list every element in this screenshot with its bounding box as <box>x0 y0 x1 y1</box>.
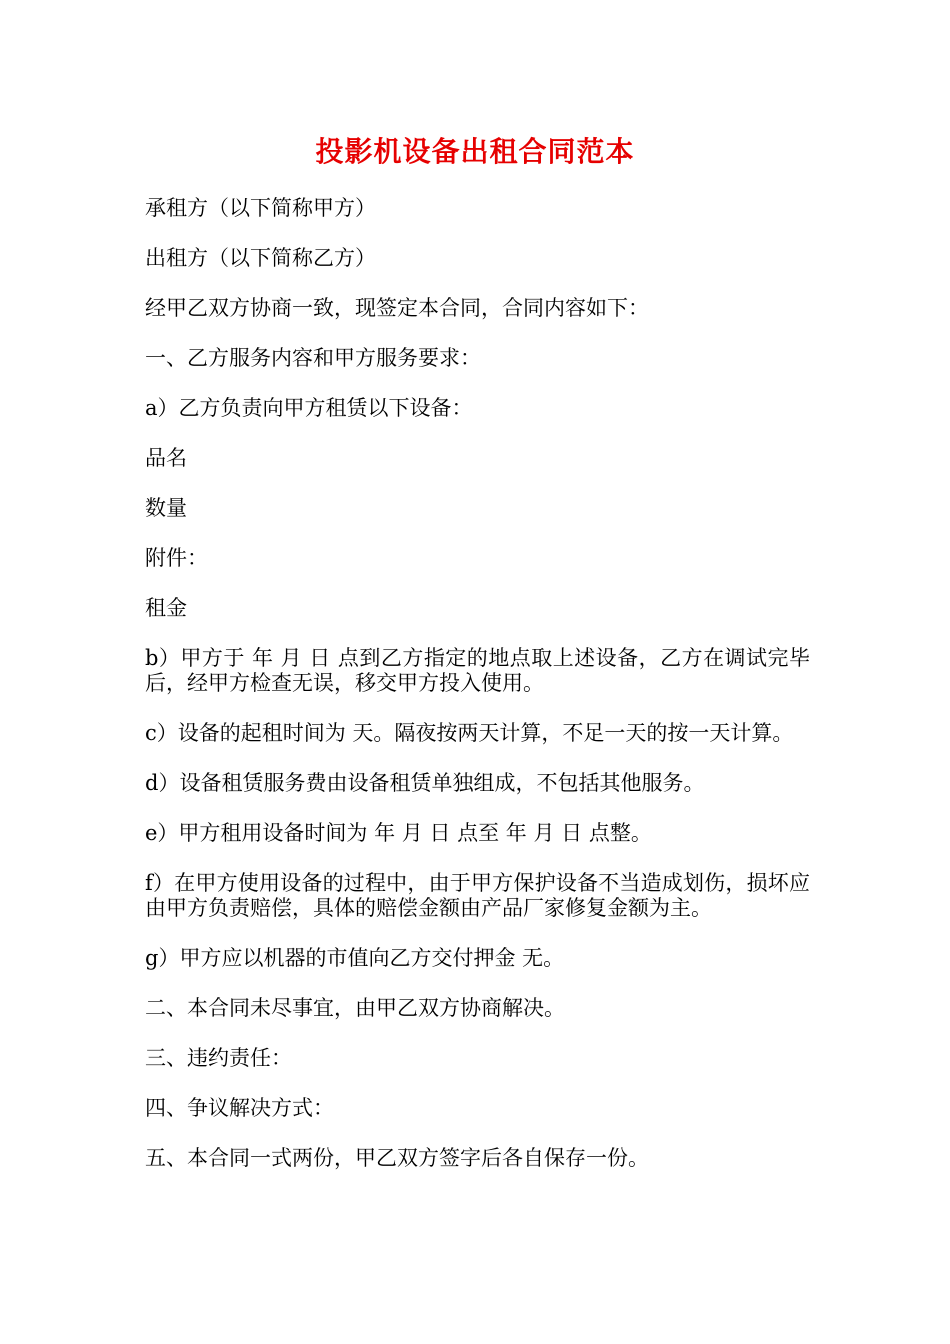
clause-f: f）在甲方使用设备的过程中，由于甲方保护设备不当造成划伤，损坏应由甲方负责赔偿，具体的赔偿金额由产品厂家修复金额为主。 <box>145 871 810 920</box>
clause-b: b）甲方于 年 月 日 点到乙方指定的地点取上述设备，乙方在调试完毕后，经甲方检查无误，移交甲方投入使用。 <box>145 646 810 695</box>
item-quantity: 数量 <box>145 496 187 520</box>
clause-c: c）设备的起租时间为 天。隔夜按两天计算，不足一天的按一天计算。 <box>145 721 794 745</box>
section-4: 四、争议解决方式： <box>145 1096 334 1120</box>
section-3: 三、违约责任： <box>145 1046 292 1070</box>
section-1-heading: 一、乙方服务内容和甲方服务要求： <box>145 346 481 370</box>
item-rent: 租金 <box>145 596 187 620</box>
document-title: 投影机设备出租合同范本 <box>315 135 635 168</box>
document-body <box>145 196 810 1196</box>
clause-a: a）乙方负责向甲方租赁以下设备： <box>145 396 473 420</box>
clause-g: g）甲方应以机器的市值向乙方交付押金 无。 <box>145 946 565 970</box>
paragraph-lessor: 出租方（以下简称乙方） <box>145 246 376 270</box>
section-2: 二、本合同未尽事宜，由甲乙双方协商解决。 <box>145 996 565 1020</box>
paragraph-agreement-intro: 经甲乙双方协商一致，现签定本合同，合同内容如下： <box>145 296 649 320</box>
clause-d: d）设备租赁服务费由设备租赁单独组成，不包括其他服务。 <box>145 771 705 795</box>
section-5: 五、本合同一式两份，甲乙双方签字后各自保存一份。 <box>145 1146 649 1170</box>
item-product-name: 品名 <box>145 446 187 470</box>
item-accessories: 附件： <box>145 546 208 570</box>
paragraph-lessee: 承租方（以下简称甲方） <box>145 196 376 220</box>
clause-e: e）甲方租用设备时间为 年 月 日 点至 年 月 日 点整。 <box>145 821 652 845</box>
